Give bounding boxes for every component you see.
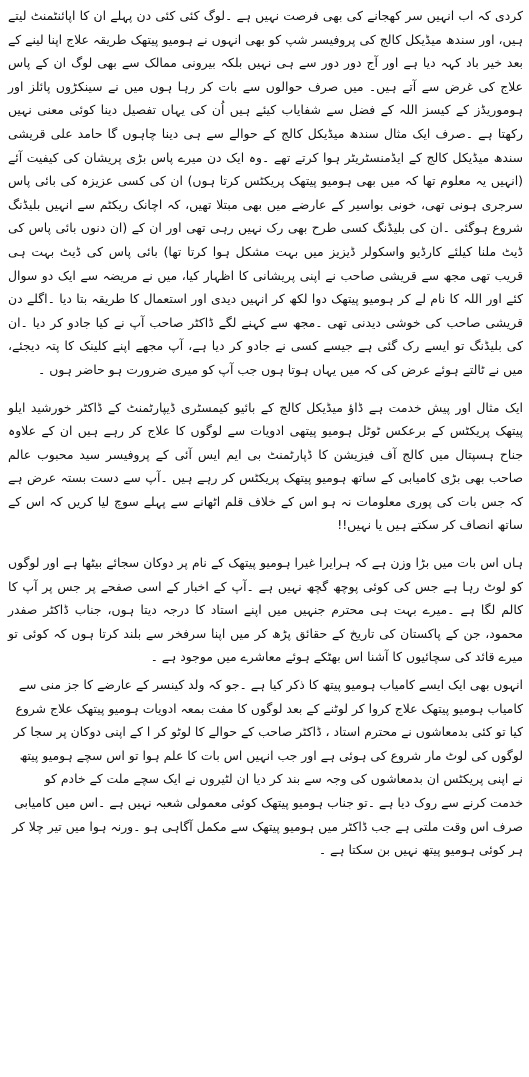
article-paragraph-2: ایک مثال اور پیش خدمت ہے ڈاؤ میڈیکل کالج کے بائیو کیمسٹری ڈیپارٹمنٹ کے ڈاکٹر خورشید ایلو پیتھک پریکٹس کے برعکس ٹوٹل ہومیو پیتھی ادویات سے لوگوں کا علاج کر رہے ہیں ان کے علاوہ جناح ہسپتال میں کالج آف فیزیشن کا ڈپارٹمنٹ بی ایم ایس آئی کے پروفیسر سید محبوب عالم صاحب بھی بڑی کامیابی کے ساتھ ہومیو پیتھک پریکٹس کر رہے ہیں ۔آپ سے دست بستہ عرض ہے کہ جس بات کی پوری معلومات نہ ہو اس کے خلاف قلم اٹھانے سے پہلے سوچ لیا کریں کہ اس کے ساتھ انصاف کر سکتے ہیں یا نہیں!!	[8, 399, 523, 533]
article-paragraph-1: کردی کہ اب انہیں سر کھجانے کی بھی فرصت نہیں ہے ۔لوگ کئی کئی دن پہلے ان کا اپائنٹمنٹ لیتے ہیں، اور سندھ میڈیکل کالج کی پروفیسر شپ کو بھی انہوں نے ہومیو پیتھک طریقہ علاج اپنا لینے کے بعد خیر باد کہہ دیا ہے اور آج دور دور سے ہی نہیں بلکہ بیرونی ممالک سے بھی لوگ ان کے پاس علاج کی غرض سے آتے ہیں۔ میں صرف حوالوں سے بات کر رہا ہوں میں نے سینکڑوں پائلز اور ہوموریڈز کے کیسز اللہ کے فضل سے شفایاب کیئے ہیں اُن کی یہاں تفصیل دینا کوئی معنی نہیں رکھتا ہے ۔صرف ایک مثال سندھ میڈیکل کالج کے حوالے سے ہی دینا چاہوں گا حامد علی قریشی سندھ میڈیکل کالج کے ایڈمنسٹریٹر ہوا کرتے تھے ۔وہ ایک دن میرے پاس بڑی پریشان کی کیفیت آئے (انہیں یہ معلوم تھا کہ میں بھی ہومیو پیتھک پریکٹس کرتا ہوں) ان کی کسی عزیزہ کی بائی پاس سرجری ہونی تھی، خونی بواسیر کے عارضے میں بھی مبتلا تھیں، کہ اچانک ریکٹم سے انہیں بلیڈنگ شروع ہوگئی ۔ان کی بلیڈنگ کسی طرح بھی رک نہیں رہی تھی اور ان کے (ان دنوں بائی پاس کی ڈیٹ ملنا کیلئے کارڈیو واسکولر ڈیزیز میں بہت مشکل ہوا کرتا تھا) بائی پاس کی ڈیٹ بہت ہی قریب تھی مجھ سے قریشی صاحب نے اپنی پریشانی کا اظہار کیا، میں نے مریضہ سے ایک دو سوال کئے اور اللہ کا نام لے کر ہومیو پیتھک دوا لکھ کر انہیں دیدی اور استعمال کا طریقہ بتا دیا ۔اگلے دن قریشی صاحب کی خوشی دیدنی تھی ۔مجھ سے کہنے لگے ڈاکٹر صاحب آپ نے کیا جادو کر دیا ۔ان کی بلیڈنگ تو ایسے رک گئی ہے جیسے کسی نے جادو کر دیا ہے، آپ مجھے اپنے کلینک کا پتہ دیجئے، میں نے ٹالتے ہوئے عرض کی کہ میں یہاں ہوتا ہوں جب آپ کو میری ضرورت ہو حاضر ہوں ۔	[8, 8, 523, 377]
article-paragraph-3: ہاں اس بات میں بڑا وزن ہے کہ ہرایرا غیرا ہومیو پیتھک کے نام پر دوکان سجائے بیٹھا ہے اور لوگوں کو لوٹ رہا ہے جس کی کوئی پوچھ گچھ نہیں ہے ۔آپ کے اخبار کے اسی صفحے پر جس پر آپ کا کالم لگا ہے ۔میرے بہت ہی محترم جنہیں میں اپنے استاد کا درجہ دیتا ہوں، جناب ڈاکٹر صفدر محمود، جن کے پاکستان کی تاریخ کے حقائق پڑھ کر میں اپنا سرفخر سے بلند کرتا ہوں کہ کوئی تو میرے قائد کی سچائیوں کا آشنا اس بھٹکے ہوئے معاشرے میں موجود ہے ۔	[8, 555, 523, 665]
article-paragraph-4: انہوں بھی ایک ایسے کامیاب ہومیو پیتھ کا ذکر کیا ہے ۔جو کہ ولد کینسر کے عارضے کا جز منی سے کامیاب ہومیو پیتھک علاج کروا کر لوٹنے کے بعد لوگوں کا مفت بمعہ ادویات ہومیو پیتھک علاج شروع کیا تو کئی بدمعاشوں نے محترم استاد ، ڈاکٹر صاحب کے حوالے کا لوٹو کر ا کے اپنی دوکان پر سجا کر لوگوں کی لوٹ مار شروع کی ہوئی ہے اور جب انہیں اس بات کا علم ہوا تو اس سچے ہومیو پیتھ نے اپنی پریکٹس ان بدمعاشوں کی وجہ سے بند کر دیا ان لٹیروں نے ایک سچے ملت کے خادم کو خدمت کرنے سے روک دیا ہے ۔تو جناب ہومیو پیتھک کوئی معمولی شعبہ نہیں ہے ۔اس میں کامیابی صرف اس وقت ملتی ہے جب ڈاکٹر میں ہومیو پیتھک سے مکمل آگاہی ہو ۔ورنہ ہوا میں تیر چلا کر ہر کوئی ہومیو پیتھ نہیں بن سکتا ہے ۔	[12, 677, 523, 858]
